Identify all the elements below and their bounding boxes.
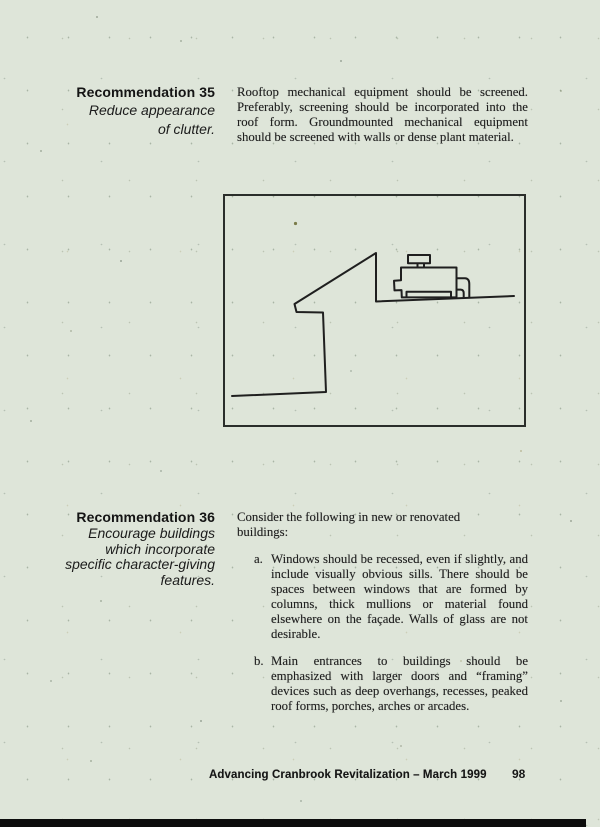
duct-elbow-path (457, 278, 470, 297)
recommendation-36-heading: Recommendation 36 (76, 509, 215, 525)
page-number: 98 (512, 767, 526, 781)
recommendation-36-subtitle-line: specific character-giving (65, 556, 215, 572)
list-item-b (254, 654, 528, 714)
footer-title: Advancing Cranbrook Revitalization – March 1999 (209, 769, 487, 781)
recommendation-36-subtitle-line: which incorporate (105, 540, 215, 557)
scan-edge-bar (0, 819, 586, 827)
recommendation-35-subtitle-line: Reduce appearance (88, 102, 215, 118)
recommendation-36-subtitle-line: Encourage buildings (88, 525, 215, 541)
recommendation-35-heading: Recommendation 35 (76, 84, 215, 100)
building-outline-path (232, 253, 514, 396)
recommendation-36-intro: Consider the following in new or renovated buildings: (237, 510, 461, 539)
recommendation-35-body-paragraph: Rooftop mechanical equipment should be screened. Preferably, screening should be incorporated into the roof form. Groundmounted mechanical equipment should be screened with walls or dense plant material. (237, 85, 528, 144)
recommendation-36-sidebar (40, 509, 215, 588)
recommendation-35-subtitle-line: of clutter. (157, 120, 215, 137)
list-item-b-text: Main entrances to buildings should be emphasized with larger doors and “framing” devices such as deep overhangs, recesses, peaked roof forms, porches, arches or arcades. (271, 654, 528, 713)
equipment-base-path (407, 292, 452, 297)
paper-speckle-noise (96, 16, 98, 18)
list-item-a-marker: a. (254, 552, 263, 566)
list-item-b-marker: b. (254, 654, 264, 668)
paper-speck-dot (294, 222, 297, 225)
list-item-a (254, 552, 528, 642)
equipment-box-path (394, 268, 457, 298)
figure-frame (223, 194, 526, 427)
recommendation-35-sidebar (40, 84, 215, 138)
recommendation-36-subtitle-line: features. (160, 571, 215, 588)
equipment-vent-cap-path (408, 255, 430, 268)
list-item-a-text: Windows should be recessed, even if slightly, and include visually obvious sills. There should be spaces between windows that are formed by columns, thick mullions or material found elsewhere on the façade. Walls of glass are not desirable. (271, 552, 528, 641)
building-sketch-svg (225, 196, 524, 425)
